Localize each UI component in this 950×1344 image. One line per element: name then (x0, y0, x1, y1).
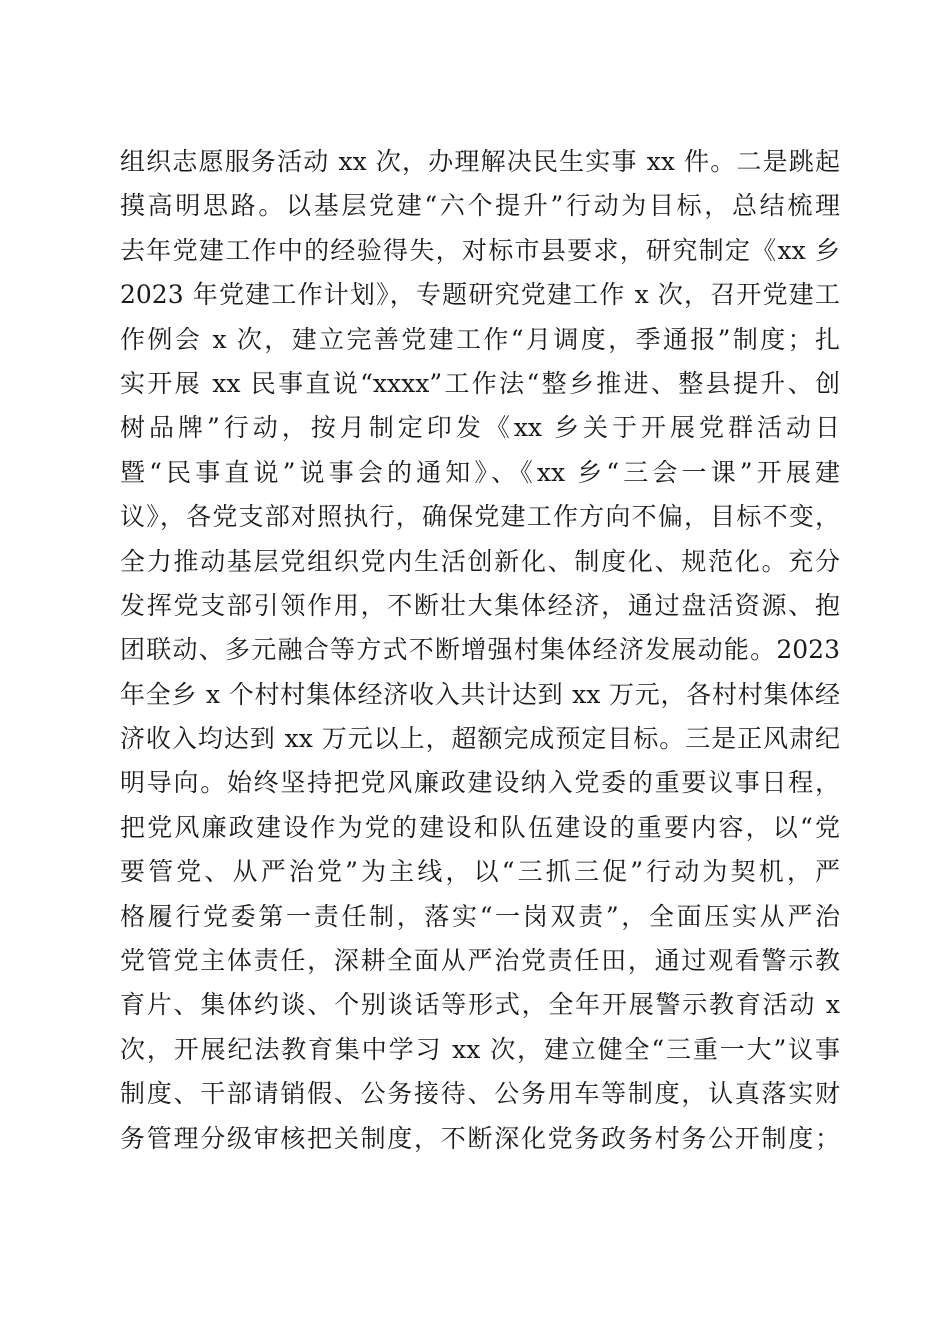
text-line-16: 把党风廉政建设作为党的建设和队伍建设的重要内容，以“党 (120, 812, 840, 842)
text-line-15: 明导向。始终坚持把党风廉政建设纳入党委的重要议事日程， (120, 768, 840, 798)
text-line-1: 组织志愿服务活动 xx 次，办理解决民生实事 xx 件。二是跳起 (120, 147, 840, 176)
text-line-3: 去年党建工作中的经验得失，对标市县要求，研究制定《xx 乡 (120, 235, 840, 265)
text-line-5: 作例会 x 次，建立完善党建工作“月调度，季通报”制度；扎 (120, 324, 840, 354)
text-line-13: 年全乡 x 个村村集体经济收入共计达到 xx 万元，各村村集体经 (120, 679, 840, 709)
text-line-18: 格履行党委第一责任制，落实“一岗双责”，全面压实从严治 (120, 901, 840, 931)
text-line-2: 摸高明思路。以基层党建“六个提升”行动为目标，总结梳理 (120, 191, 840, 221)
text-line-12: 团联动、多元融合等方式不断增强村集体经济发展动能。2023 (120, 635, 840, 665)
body-paragraph (120, 140, 840, 1161)
text-line-20: 育片、集体约谈、个别谈话等形式，全年开展警示教育活动 x (120, 990, 840, 1020)
text-line-6: 实开展 xx 民事直说“xxxx”工作法“整乡推进、整县提升、创 (120, 368, 840, 398)
text-line-4: 2023 年党建工作计划》，专题研究党建工作 x 次，召开党建工 (120, 280, 840, 310)
text-line-23: 务管理分级审核把关制度，不断深化党务政务村务公开制度； (120, 1123, 840, 1153)
text-line-8: 暨“民事直说”说事会的通知》、《xx 乡“三会一课”开展建 (120, 457, 840, 487)
text-line-21: 次，开展纪法教育集中学习 xx 次，建立健全“三重一大”议事 (120, 1034, 840, 1064)
text-line-14: 济收入均达到 xx 万元以上，超额完成预定目标。三是正风肃纪 (120, 724, 840, 754)
text-line-11: 发挥党支部引领作用，不断壮大集体经济，通过盘活资源、抱 (120, 590, 840, 620)
text-line-19: 党管党主体责任，深耕全面从严治党责任田，通过观看警示教 (120, 946, 840, 976)
text-line-22: 制度、干部请销假、公务接待、公务用车等制度，认真落实财 (120, 1079, 840, 1109)
text-line-9: 议》，各党支部对照执行，确保党建工作方向不偏，目标不变， (120, 502, 840, 532)
text-line-10: 全力推动基层党组织党内生活创新化、制度化、规范化。充分 (120, 546, 840, 576)
text-line-17: 要管党、从严治党”为主线，以“三抓三促”行动为契机，严 (120, 857, 840, 887)
text-line-7: 树品牌”行动，按月制定印发《xx 乡关于开展党群活动日 (120, 413, 840, 443)
